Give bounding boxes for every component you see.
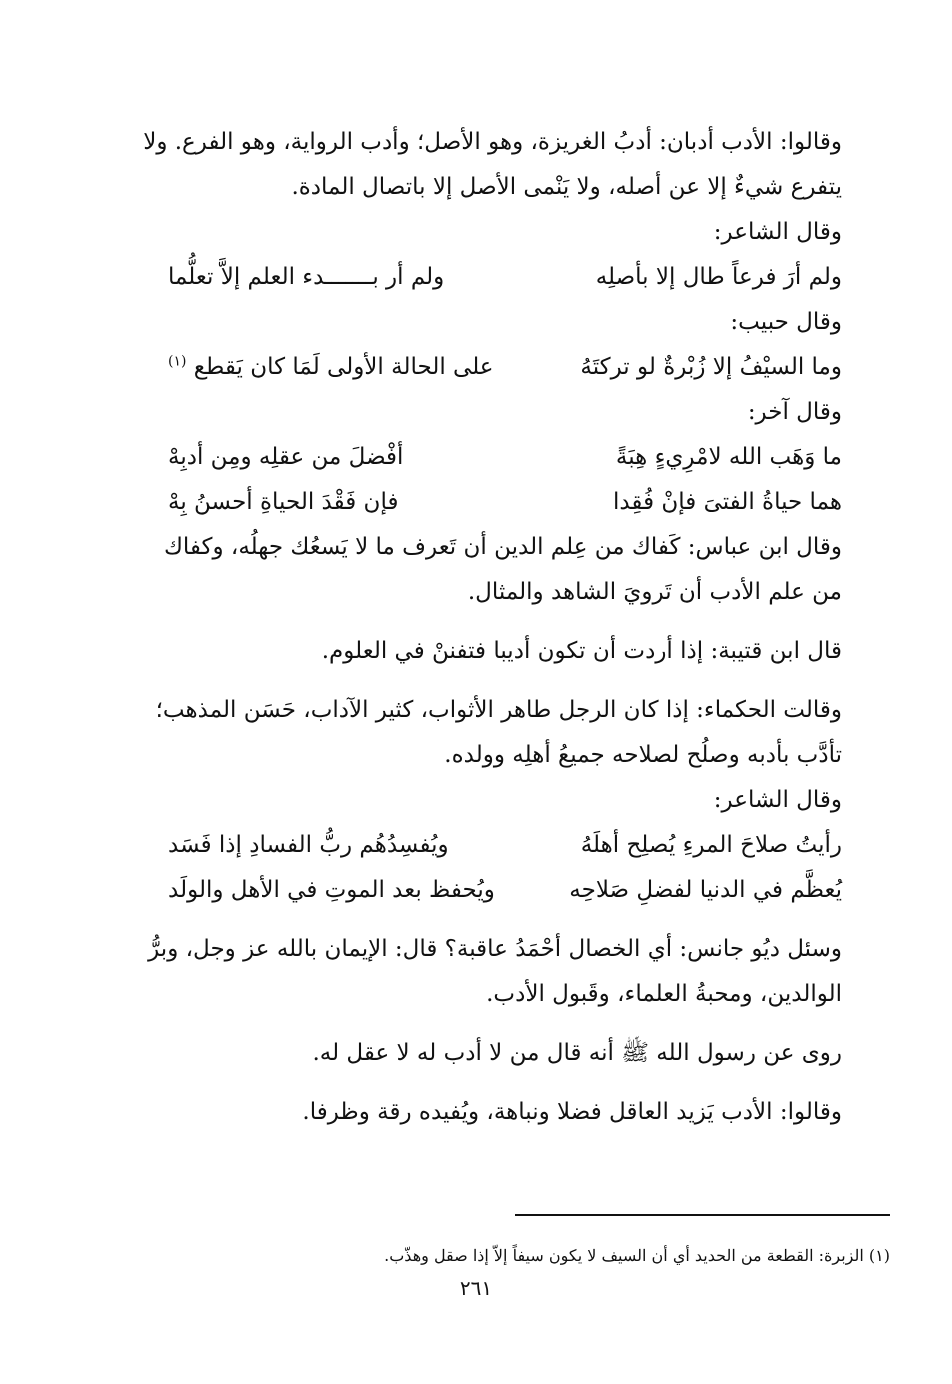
paragraph-ibn-qutaybah: قال ابن قتيبة: إذا أردت أن تكون أديبا فتفننْ في العلوم. xyxy=(321,638,842,664)
verse-hemistich-second: أفْضلَ من عقلِه ومِن أدبِهْ xyxy=(168,444,404,470)
paragraph-hukama: وقالت الحكماء: إذا كان الرجل طاهر الأثواب، كثير الآداب، حَسَن المذهب؛ تأدَّب بأدبه وصلُح لصلاحه جميعُ أهلِه وولده. xyxy=(155,697,842,768)
footnote-divider xyxy=(515,1214,890,1216)
habib-label: وقال حبيب: xyxy=(730,309,842,335)
poet-label: وقال الشاعر: xyxy=(713,219,842,245)
paragraph-adab-types: وقالوا: الأدب أدبان: أدبُ الغريزة، وهو الأصل؛ وأدب الرواية، وهو الفرع. ولا يتفرع شيءٌ إلا عن أصله، ولا يَنْمى الأصل إلا باتصال المادة. xyxy=(143,129,842,200)
verse-line xyxy=(138,868,890,913)
verse-hemistich-second xyxy=(168,345,494,390)
verse-line xyxy=(138,480,890,525)
verse-line xyxy=(138,435,890,480)
main-text xyxy=(138,120,890,1135)
paragraph-ibn-abbas: وقال ابن عباس: كَفاك من عِلم الدين أن تَعرف ما لا يَسعُك جهلُه، وكفاك من علم الأدب أن تَرويَ الشاهد والمثال. xyxy=(163,534,842,605)
other-poet-label: وقال آخر: xyxy=(747,399,842,425)
paragraph-hadith: روى عن رسول الله ﷺ أنه قال من لا أدب له لا عقل له. xyxy=(312,1040,842,1066)
verse-hemistich-first: ما وَهَب الله لامْرِيءٍ هِبَةً xyxy=(615,444,842,470)
verse-text: على الحالة الأولى لَمَا كان يَقطع xyxy=(193,354,494,380)
footnote-marker: (١) xyxy=(168,353,187,370)
verse-hemistich-second: ويُفسِدُهُم ربُّ الفسادِ إذا فَسَد xyxy=(168,832,449,858)
footnote: (١) الزبرة: القطعة من الحديد أي أن السيف لا يكون سيفاً إلاّ إذا صقل وهذّب. xyxy=(384,1246,890,1265)
verse-line xyxy=(138,345,890,390)
verse-hemistich-second: فإن فَقْدَ الحياةِ أحسنُ بِهْ xyxy=(168,489,399,515)
paragraph-adab-benefit: وقالوا: الأدب يَزيد العاقل فضلا ونباهة، ويُفيده رقة وظرفا. xyxy=(302,1099,842,1125)
page-number: ٢٦١ xyxy=(459,1276,493,1300)
verse-line xyxy=(138,255,890,300)
verse-hemistich-first: ولم أرَ فرعاً طال إلا بأصلِه xyxy=(595,264,842,290)
verse-hemistich-first: وما السيْفُ إلا زُبْرةٌ لو تركتَهُ xyxy=(580,354,842,380)
paragraph-diogenes: وسئل ديُو جانس: أي الخصال أحْمَدُ عاقبة؟ قال: الإيمان بالله عز وجل، وبرُّ الوالدين، ومحبةُ العلماء، وقَبول الأدب. xyxy=(148,936,842,1007)
verse-line xyxy=(138,823,890,868)
verse-hemistich-first: يُعظَّم في الدنيا لفضلِ صَلاحِه xyxy=(569,877,842,903)
verse-hemistich-first: هما حياةُ الفتىَ فإنْ فُقِدا xyxy=(612,489,842,515)
verse-hemistich-second: ويُحفظ بعد الموتِ في الأهل والولَد xyxy=(168,877,495,903)
verse-hemistich-first: رأيتُ صلاحَ المرءِ يُصلِح أهلَهُ xyxy=(580,832,842,858)
verse-hemistich-second: ولم أر بـــــــدء العلم إلاَّ تعلُّما xyxy=(168,264,445,290)
poet-label: وقال الشاعر: xyxy=(713,787,842,813)
